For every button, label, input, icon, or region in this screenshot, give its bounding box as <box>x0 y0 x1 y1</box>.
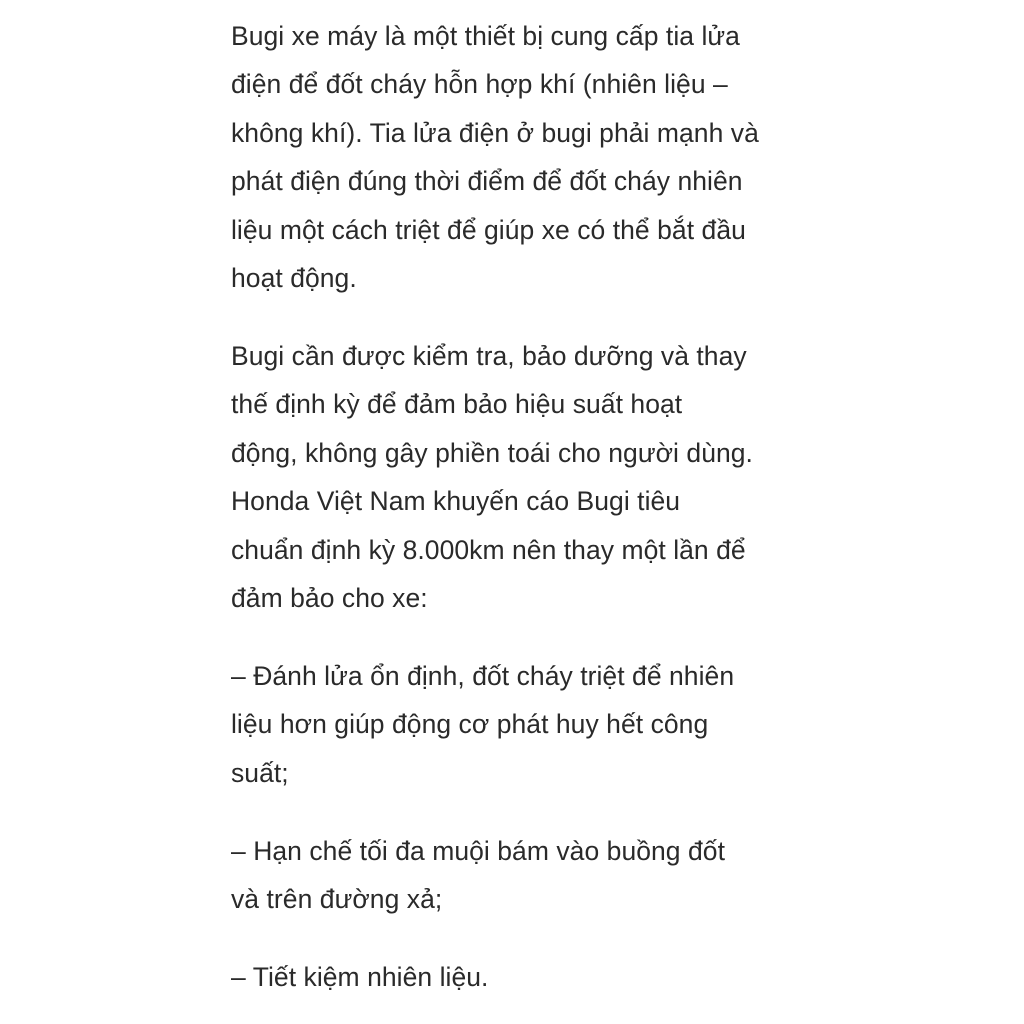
paragraph-intro <box>231 12 811 302</box>
article-body <box>231 12 811 1024</box>
text-line: Honda Việt Nam khuyến cáo Bugi tiêu <box>231 486 681 517</box>
text-line: và trên đường xả; <box>231 884 443 914</box>
text-line: Bugi cần được kiểm tra, bảo dưỡng và thay <box>231 340 747 371</box>
text-line: đảm bảo cho xe: <box>231 582 428 613</box>
text-line: – Tiết kiệm nhiên liệu. <box>231 961 489 992</box>
text-line: liệu hơn giúp động cơ phát huy hết công <box>231 709 709 740</box>
text-line: – Đánh lửa ổn định, đốt cháy triệt để nhiên <box>231 660 735 691</box>
paragraph-maintenance <box>231 332 811 622</box>
text-line: thế định kỳ để đảm bảo hiệu suất hoạt <box>231 389 683 420</box>
list-item-soot <box>231 827 811 924</box>
text-line: phát điện đúng thời điểm để đốt cháy nhiên <box>231 166 743 197</box>
text-line: hoạt động. <box>231 263 357 294</box>
list-item-fuel <box>231 953 811 1001</box>
text-line: Bugi xe máy là một thiết bị cung cấp tia lửa <box>231 21 740 51</box>
text-line: chuẩn định kỳ 8.000km nên thay một lần để <box>231 534 746 565</box>
text-line: không khí). Tia lửa điện ở bugi phải mạnh và <box>231 117 759 148</box>
list-item-ignition <box>231 652 811 797</box>
text-line: suất; <box>231 757 289 788</box>
text-line: điện để đốt cháy hỗn hợp khí (nhiên liệu – <box>231 69 728 100</box>
text-line: động, không gây phiền toái cho người dùng. <box>231 437 753 468</box>
text-line: – Hạn chế tối đa muội bám vào buồng đốt <box>231 835 725 866</box>
text-line: liệu một cách triệt để giúp xe có thể bắt đầu <box>231 214 746 245</box>
